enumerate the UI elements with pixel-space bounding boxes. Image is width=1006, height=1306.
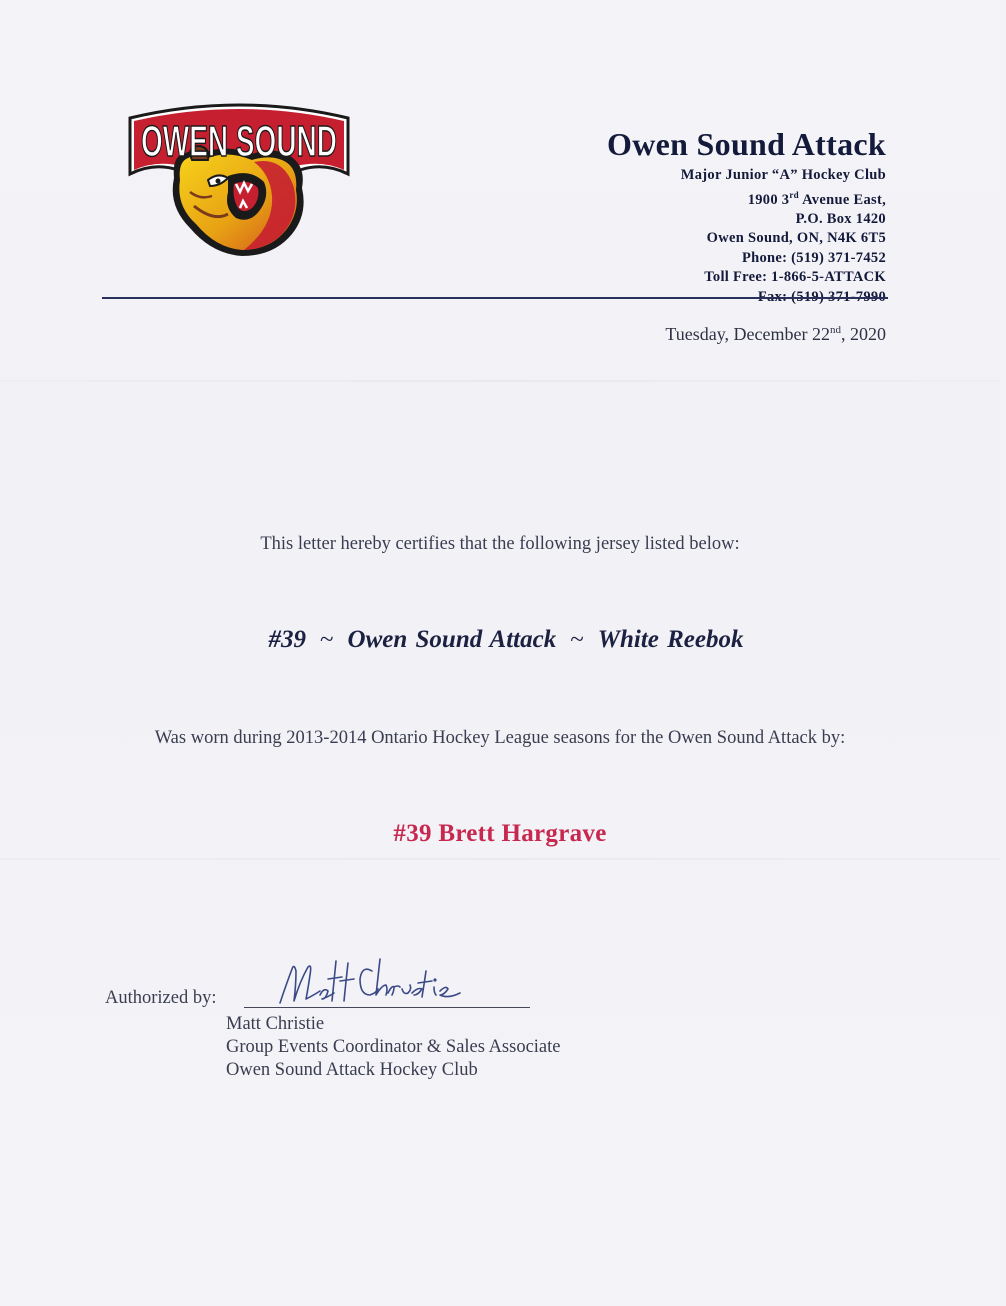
jersey-number: #39 <box>268 626 306 653</box>
paper-fold <box>0 380 1000 382</box>
signer-block <box>226 1013 561 1082</box>
letterhead <box>607 124 886 307</box>
header-rule <box>102 297 888 299</box>
signer-title: Group Events Coordinator & Sales Associate <box>226 1037 561 1057</box>
certify-statement: This letter hereby certifies that the following jersey listed below: <box>260 534 740 554</box>
letter-date: Tuesday, December 22nd, 2020 <box>665 324 886 344</box>
logo-lettering: OWEN SOUND <box>141 117 337 166</box>
phone: Phone: (519) 371-7452 <box>741 249 886 266</box>
club-type: Major Junior “A” Hockey Club <box>680 167 886 183</box>
owen-sound-logo <box>124 96 354 266</box>
paper-fold <box>0 858 1000 860</box>
worn-statement: Was worn during 2013-2014 Ontario Hockey League seasons for the Owen Sound Attack by: <box>154 728 846 748</box>
separator: ~ <box>320 626 334 653</box>
signer-name: Matt Christie <box>226 1014 325 1034</box>
authorized-label: Authorized by: <box>105 988 217 1008</box>
separator: ~ <box>570 626 584 653</box>
handwritten-signature <box>276 955 476 1015</box>
toll-free: Toll Free: 1-866-5-ATTACK <box>704 269 886 286</box>
signer-organization: Owen Sound Attack Hockey Club <box>226 1060 478 1080</box>
street-address: 1900 3rd Avenue East, <box>747 189 886 208</box>
city-postal: Owen Sound, ON, N4K 6T5 <box>706 230 886 247</box>
jersey-make: White Reebok <box>597 626 744 653</box>
player-name: #39 Brett Hargrave <box>393 820 607 847</box>
jersey-team: Owen Sound Attack <box>347 626 557 653</box>
po-box: P.O. Box 1420 <box>795 210 886 227</box>
jersey-description <box>0 626 1006 654</box>
club-name: Owen Sound Attack <box>607 126 886 162</box>
